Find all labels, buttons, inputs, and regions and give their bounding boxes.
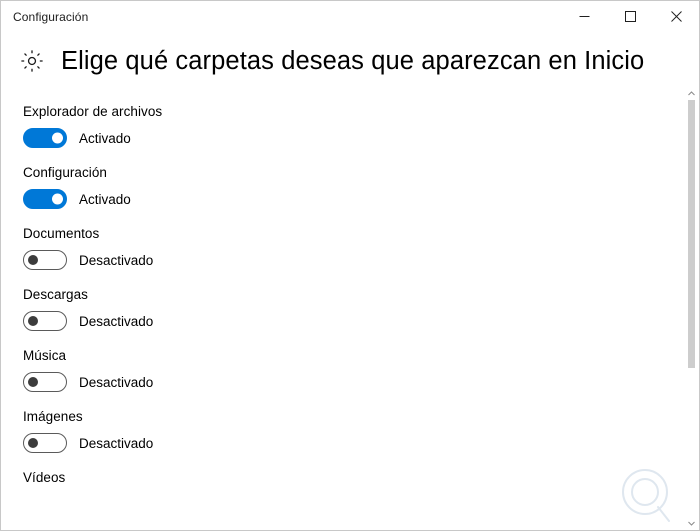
setting-videos (23, 470, 699, 485)
window-title: Configuración (13, 9, 89, 24)
setting-label: Configuración (23, 165, 107, 180)
setting-configuracion (23, 165, 699, 209)
toggle-state-label: Desactivado (79, 313, 154, 329)
toggle-row (23, 189, 699, 209)
setting-label: Documentos (23, 226, 100, 241)
chevron-down-icon (688, 521, 695, 526)
setting-explorador-de-archivos (23, 104, 699, 148)
toggle-row (23, 372, 699, 392)
toggle-state-label: Desactivado (79, 252, 154, 268)
setting-label: Vídeos (23, 470, 66, 485)
scroll-up-arrow-icon[interactable] (685, 87, 698, 100)
scroll-thumb[interactable] (688, 100, 695, 368)
setting-label: Descargas (23, 287, 88, 302)
close-icon (671, 11, 682, 22)
toggle-knob (28, 316, 38, 326)
toggle-state-label: Desactivado (79, 435, 154, 451)
scroll-down-arrow-icon[interactable] (685, 517, 698, 530)
vertical-scrollbar[interactable] (685, 87, 698, 530)
toggle-knob (52, 194, 63, 205)
settings-list (1, 86, 699, 531)
setting-label: Explorador de archivos (23, 104, 163, 119)
scroll-track[interactable] (685, 100, 698, 517)
toggle-state-label: Activado (79, 191, 131, 207)
toggle-row (23, 128, 699, 148)
toggle-row (23, 433, 699, 453)
toggle-knob (28, 255, 38, 265)
toggle-state-label: Activado (79, 130, 131, 146)
setting-musica (23, 348, 699, 392)
page-header (1, 32, 699, 86)
maximize-button[interactable] (607, 1, 653, 32)
window-controls (561, 1, 699, 32)
minimize-icon (579, 11, 590, 22)
toggle-state-label: Desactivado (79, 374, 154, 390)
toggle-knob (52, 133, 63, 144)
chevron-up-icon (688, 91, 695, 96)
cortana-icon (617, 466, 677, 526)
title-bar (1, 1, 699, 32)
toggle-row (23, 311, 699, 331)
setting-label: Imágenes (23, 409, 83, 424)
maximize-icon (625, 11, 636, 22)
toggle-switch-explorador-de-archivos[interactable] (23, 128, 67, 148)
toggle-switch-descargas[interactable] (23, 311, 67, 331)
toggle-switch-imagenes[interactable] (23, 433, 67, 453)
setting-descargas (23, 287, 699, 331)
toggle-switch-documentos[interactable] (23, 250, 67, 270)
setting-documentos (23, 226, 699, 270)
minimize-button[interactable] (561, 1, 607, 32)
setting-imagenes (23, 409, 699, 453)
page-title: Elige qué carpetas deseas que aparezcan en Inicio (61, 46, 645, 75)
toggle-switch-musica[interactable] (23, 372, 67, 392)
toggle-switch-configuracion[interactable] (23, 189, 67, 209)
close-button[interactable] (653, 1, 699, 32)
toggle-knob (28, 438, 38, 448)
setting-label: Música (23, 348, 67, 363)
toggle-row (23, 250, 699, 270)
gear-icon (19, 48, 45, 74)
toggle-knob (28, 377, 38, 387)
